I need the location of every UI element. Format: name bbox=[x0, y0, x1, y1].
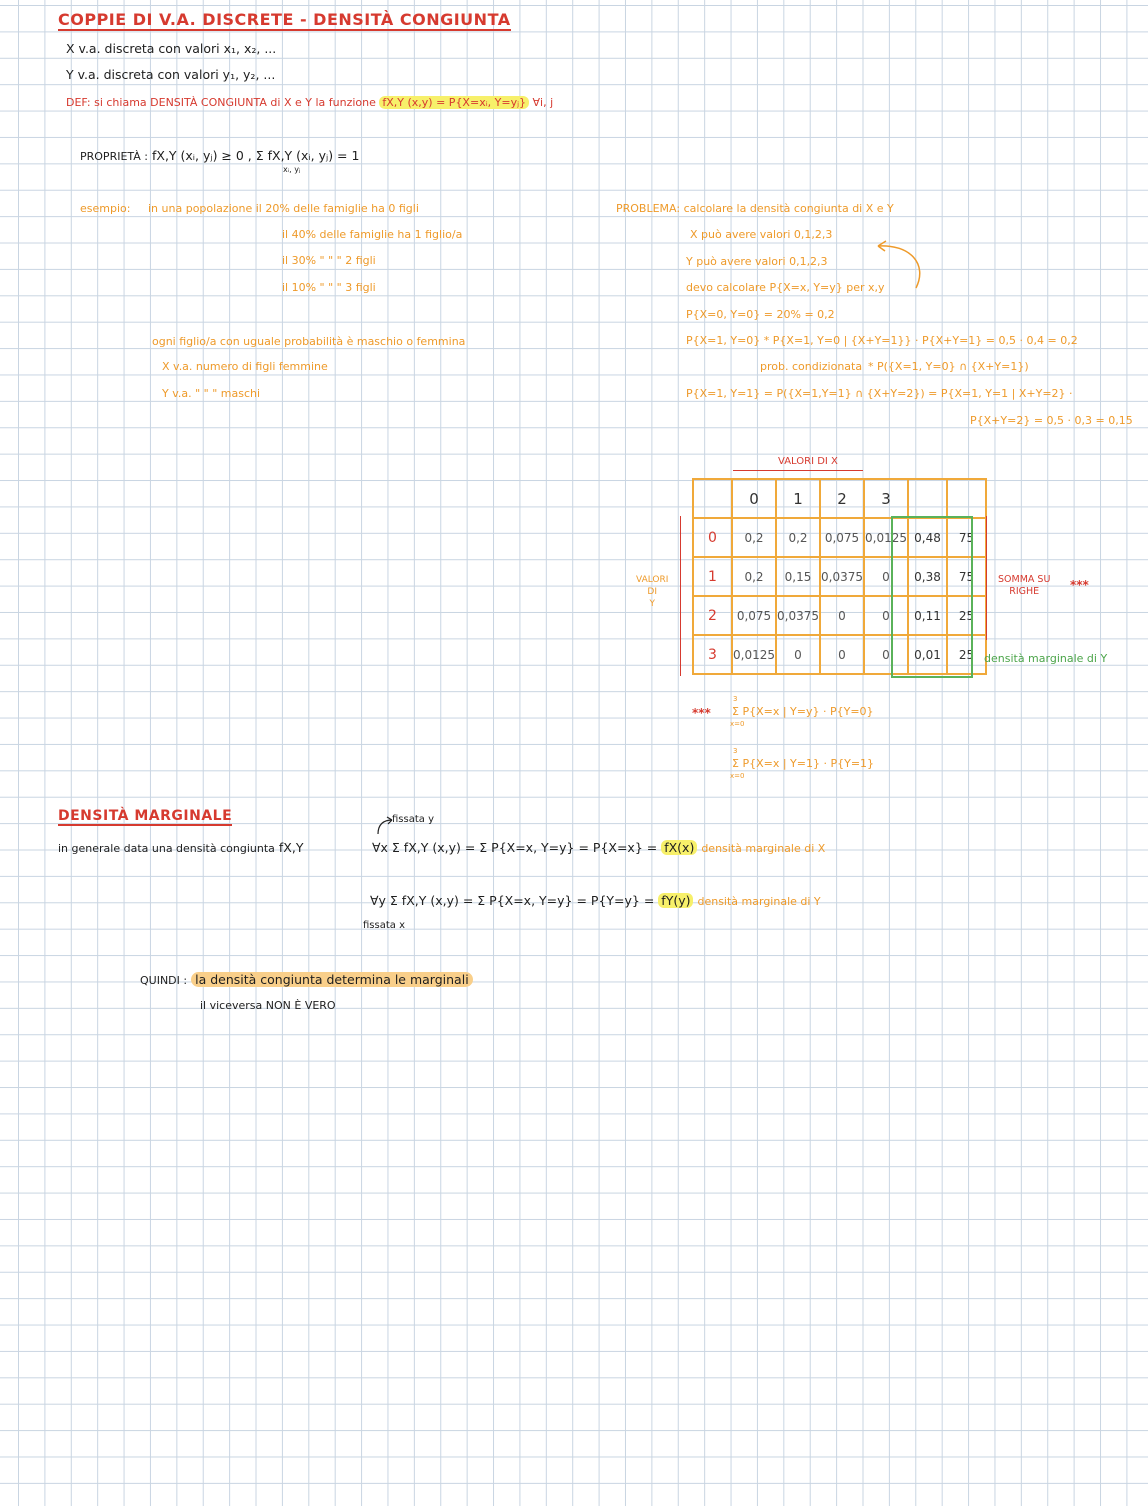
fixed-y-note: fissata y bbox=[392, 814, 434, 825]
y-header-line: Y bbox=[649, 599, 655, 609]
row-sum-line: SOMMA SU bbox=[998, 574, 1051, 585]
y-header-rule bbox=[680, 516, 681, 676]
table-cell: 0,0375 bbox=[776, 596, 820, 635]
table-cell: 0,2 bbox=[776, 518, 820, 557]
marginal-intro-text: in generale data una densità congiunta bbox=[58, 842, 275, 855]
example-note: Y v.a. " " " maschi bbox=[162, 387, 261, 400]
table-cell: 0 bbox=[864, 596, 908, 635]
table-cell: 0 bbox=[864, 635, 908, 674]
page-title: COPPIE DI V.A. DISCRETE - DENSITÀ CONGIUNTA bbox=[58, 10, 511, 29]
marginal-x-result: fX(x) bbox=[661, 840, 697, 855]
marginal-y-cell: 0,01 bbox=[908, 635, 947, 674]
y-value-header: 0 bbox=[693, 518, 732, 557]
marginal-intro bbox=[58, 840, 303, 855]
y-value-header: 3 bbox=[693, 635, 732, 674]
y-header-line: DI bbox=[647, 587, 658, 597]
marginal-y-equation bbox=[370, 893, 821, 908]
marginal-y-cell: 0,48 bbox=[908, 518, 947, 557]
problem-label: PROBLEMA: bbox=[616, 202, 681, 215]
table-cell: 0,0125 bbox=[732, 635, 776, 674]
problem-line: devo calcolare P{X=x, Y=y} per x,y bbox=[686, 281, 885, 294]
x-values-header: VALORI DI X bbox=[778, 456, 838, 467]
marginal-x-equation bbox=[372, 840, 825, 855]
example-line: il 40% delle famiglie ha 1 figlio/a bbox=[282, 228, 463, 241]
table-cell: 0,2 bbox=[732, 557, 776, 596]
y-value-header: 1 bbox=[693, 557, 732, 596]
definition bbox=[66, 96, 553, 109]
example-note: X v.a. numero di figli femmine bbox=[162, 360, 328, 373]
y-header-line: VALORI bbox=[636, 575, 669, 585]
definition-formula: fX,Y (x,y) = P{X=xᵢ, Y=yⱼ} bbox=[379, 96, 529, 109]
example-line: in una popolazione il 20% delle famiglie ha 0 figli bbox=[148, 202, 419, 215]
conclusion-converse: il viceversa NON È VERO bbox=[200, 999, 336, 1012]
problem-line: P{X+Y=2} = 0,5 · 0,3 = 0,15 bbox=[970, 414, 1133, 427]
row-sum-stars: *** bbox=[1070, 578, 1089, 592]
property-label: PROPRIETÀ : bbox=[80, 150, 148, 163]
x-value-header: 3 bbox=[864, 479, 908, 518]
problem-cond-note: prob. condizionata bbox=[760, 360, 863, 373]
conclusion-label: QUINDI : bbox=[140, 974, 188, 987]
row-sum-line: RIGHE bbox=[1009, 586, 1040, 597]
table-header-row bbox=[693, 479, 986, 518]
problem-line: Y può avere valori 0,1,2,3 bbox=[686, 255, 828, 268]
marginal-x-label: densità marginale di X bbox=[701, 842, 826, 855]
table-corner bbox=[693, 479, 732, 518]
table-cell: 0 bbox=[776, 635, 820, 674]
table-extra-cell: 75 bbox=[947, 557, 986, 596]
sum-line: Σ P{X=x | Y=1} · P{Y=1} bbox=[732, 757, 875, 770]
problem-line: P{X=1, Y=0} * P{X=1, Y=0 | {X+Y=1}} · P{X+Y=1} = 0,5 · 0,4 = 0,2 bbox=[686, 334, 1078, 347]
definition-text: DEF: si chiama DENSITÀ CONGIUNTA di X e Y la funzione bbox=[66, 96, 376, 109]
marginal-title: DENSITÀ MARGINALE bbox=[58, 808, 233, 824]
table-cell: 0 bbox=[864, 557, 908, 596]
x-value-header bbox=[947, 479, 986, 518]
marginal-fxy: fX,Y bbox=[278, 840, 304, 855]
marginal-y-cell: 0,38 bbox=[908, 557, 947, 596]
x-header-rule bbox=[733, 470, 863, 471]
x-value-header: 1 bbox=[776, 479, 820, 518]
sum-line: Σ P{X=x | Y=y} · P{Y=0} bbox=[732, 705, 874, 718]
table-extra-cell: 25 bbox=[947, 596, 986, 635]
table-cell: 0,2 bbox=[732, 518, 776, 557]
problem-line: X può avere valori 0,1,2,3 bbox=[690, 228, 833, 241]
problem-statement bbox=[616, 202, 894, 215]
conclusion bbox=[140, 972, 473, 987]
x-value-header bbox=[908, 479, 947, 518]
property bbox=[80, 148, 359, 163]
example-note: ogni figlio/a con uguale probabilità è maschio o femmina bbox=[152, 335, 466, 348]
marginal-y-cell: 0,11 bbox=[908, 596, 947, 635]
x-value-header: 2 bbox=[820, 479, 864, 518]
property-sum-index: xᵢ, yⱼ bbox=[283, 165, 301, 174]
table-cell: 0,15 bbox=[776, 557, 820, 596]
definition-quantifier: ∀i, j bbox=[532, 96, 554, 109]
example-label: esempio: bbox=[80, 202, 131, 215]
table-extra-cell: 25 bbox=[947, 635, 986, 674]
sum-lower-limit: x=0 bbox=[730, 720, 745, 728]
row-sum-rule bbox=[986, 516, 987, 640]
table-cell: 0,0125 bbox=[864, 518, 908, 557]
example-line: il 30% " " " 2 figli bbox=[282, 254, 376, 267]
sum-upper-limit: 3 bbox=[733, 695, 738, 703]
sum-lower-limit: x=0 bbox=[730, 772, 745, 780]
problem-text: calcolare la densità congiunta di X e Y bbox=[683, 202, 894, 215]
fixed-x-note: fissata x bbox=[363, 920, 405, 931]
equation-x: ∀x Σ fX,Y (x,y) = Σ P{X=x, Y=y} = P{X=x} = bbox=[372, 840, 658, 855]
problem-line: P{X=1, Y=1} = P({X=1,Y=1} ∩ {X+Y=2}) = P{X=1, Y=1 | X+Y=2} · bbox=[686, 387, 1073, 400]
arrow-icon bbox=[870, 238, 930, 294]
y-values-header bbox=[636, 574, 668, 610]
problem-line: P{X=0, Y=0} = 20% = 0,2 bbox=[686, 308, 835, 321]
table-cell: 0,075 bbox=[732, 596, 776, 635]
problem-star-note: * P({X=1, Y=0} ∩ {X+Y=1}) bbox=[868, 360, 1029, 373]
example-line: il 10% " " " 3 figli bbox=[282, 281, 376, 294]
intro-line-y: Y v.a. discreta con valori y₁, y₂, ... bbox=[66, 67, 276, 82]
y-value-header: 2 bbox=[693, 596, 732, 635]
table-cell: 0,075 bbox=[820, 518, 864, 557]
table-cell: 0 bbox=[820, 596, 864, 635]
row-sum-label bbox=[998, 574, 1050, 598]
table-cell: 0 bbox=[820, 635, 864, 674]
table-cell: 0,0375 bbox=[820, 557, 864, 596]
marginal-y-label: densità marginale di Y bbox=[984, 652, 1108, 665]
marginal-y-label-text: densità marginale di Y bbox=[697, 895, 821, 908]
table-extra-cell: 75 bbox=[947, 518, 986, 557]
sum-stars: *** bbox=[692, 706, 711, 720]
sum-upper-limit: 3 bbox=[733, 747, 738, 755]
marginal-y-highlight bbox=[891, 516, 973, 678]
property-formula: fX,Y (xᵢ, yⱼ) ≥ 0 , Σ fX,Y (xᵢ, yⱼ) = 1 bbox=[151, 148, 360, 163]
x-value-header: 0 bbox=[732, 479, 776, 518]
intro-line-x: X v.a. discreta con valori x₁, x₂, ... bbox=[66, 41, 277, 56]
curved-arrow-icon bbox=[372, 816, 394, 838]
marginal-y-result: fY(y) bbox=[658, 893, 693, 908]
conclusion-text: la densità congiunta determina le marginali bbox=[191, 972, 473, 987]
equation-y: ∀y Σ fX,Y (x,y) = Σ P{X=x, Y=y} = P{Y=y} = bbox=[370, 893, 655, 908]
